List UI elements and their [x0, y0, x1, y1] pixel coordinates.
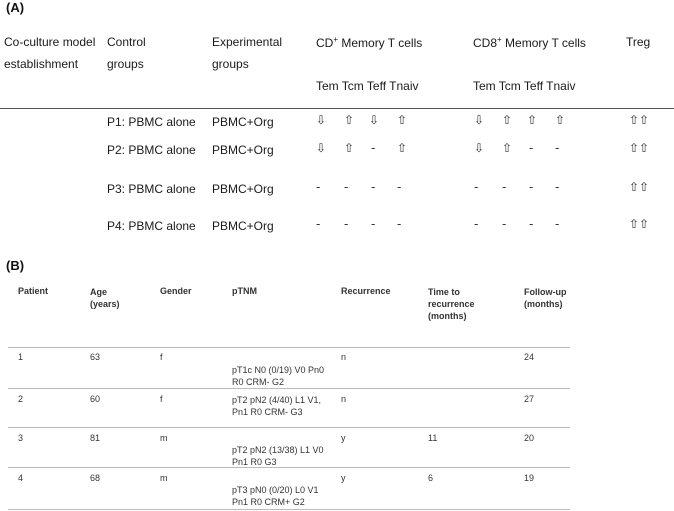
tb-row2-ptnm-line1: pT2 pN2 (4/40) L1 V1, — [232, 395, 322, 405]
header-cd4-subtypes: Tem Tcm Teff Tnaiv — [316, 79, 419, 93]
tb-row4-ptnm — [232, 484, 319, 508]
row4-cd4-tcm: - — [344, 217, 349, 231]
row3-cd8-tcm: - — [502, 180, 507, 194]
row3-cd8-tnaiv: - — [555, 180, 560, 194]
row1-treg: ⇧⇧ — [629, 113, 650, 127]
row1-control: P1: PBMC alone — [107, 115, 196, 129]
th-time-line1: Time to — [428, 287, 460, 297]
tb-row3-recurrence: y — [341, 433, 346, 443]
row2-cd8-tem: ⇩ — [474, 141, 485, 155]
header-model-line1: Co-culture model — [4, 35, 96, 49]
tb-row1-ptnm-line1: pT1c N0 (0/19) V0 Pn0 — [232, 365, 325, 375]
table-b-rule-5 — [8, 509, 570, 510]
tb-row4-patient: 4 — [18, 473, 24, 483]
row3-treg: ⇧⇧ — [629, 180, 650, 194]
tb-row1-recurrence: n — [341, 352, 347, 362]
tb-row4-gender: m — [160, 473, 168, 483]
row4-cd8-teff: - — [529, 217, 534, 231]
row3-cd4-tcm: - — [344, 180, 349, 194]
th-ptnm: pTNM — [232, 286, 257, 296]
row1-cd8-tem: ⇩ — [474, 113, 485, 127]
tb-row4-followup: 19 — [524, 473, 535, 483]
row3-cd4-tem: - — [316, 180, 321, 194]
th-followup-line2: (months) — [524, 299, 563, 309]
tb-row4-ptnm-line2: Pn1 R0 CRM+ G2 — [232, 497, 305, 507]
header-cd4-prefix: CD — [316, 36, 334, 50]
table-b-rule-2 — [8, 388, 570, 389]
row1-cd4-tnaiv: ⇧ — [397, 113, 408, 127]
row3-experimental: PBMC+Org — [212, 182, 274, 196]
tb-row3-ptnm — [232, 444, 324, 468]
table-b-rule-3 — [8, 427, 570, 428]
tb-row2-followup: 27 — [524, 394, 535, 404]
row4-cd4-tem: - — [316, 217, 321, 231]
tb-row4-age: 68 — [90, 473, 101, 483]
table-b-rule-4 — [8, 467, 570, 468]
row1-experimental: PBMC+Org — [212, 115, 274, 129]
header-model-line2: establishment — [4, 57, 79, 71]
row2-experimental: PBMC+Org — [212, 143, 274, 157]
th-age — [90, 286, 120, 310]
panel-a-label: (A) — [6, 0, 25, 15]
row4-cd8-tnaiv: - — [555, 217, 560, 231]
header-treg: Treg — [626, 35, 651, 49]
tb-row3-ptnm-line1: pT2 pN2 (13/38) L1 V0 — [232, 445, 324, 455]
tb-row3-patient: 3 — [18, 433, 24, 443]
row1-cd4-teff: ⇩ — [369, 113, 380, 127]
header-cd8-sup: + — [497, 35, 502, 44]
header-cd8-memory — [473, 35, 586, 50]
th-time-line2: recurrence — [428, 299, 475, 309]
header-cd8-prefix: CD8 — [473, 36, 498, 50]
th-patient: Patient — [18, 286, 49, 296]
row4-treg: ⇧⇧ — [629, 217, 650, 231]
row4-cd8-tcm: - — [502, 217, 507, 231]
th-age-line2: (years) — [90, 299, 120, 309]
row1-cd8-tcm: ⇧ — [502, 113, 513, 127]
row1-cd4-tcm: ⇧ — [344, 113, 355, 127]
header-cd8-suffix: Memory T cells — [501, 36, 586, 50]
row2-cd8-tcm: ⇧ — [502, 141, 513, 155]
tb-row3-gender: m — [160, 433, 168, 443]
th-followup — [524, 286, 567, 310]
tb-row3-age: 81 — [90, 433, 101, 443]
header-cd4-sup: + — [333, 35, 339, 44]
row2-cd4-tem: ⇩ — [316, 141, 327, 155]
tb-row1-followup: 24 — [524, 352, 535, 362]
tb-row4-time: 6 — [428, 473, 434, 483]
tb-row2-ptnm — [232, 394, 321, 418]
tb-row1-age: 63 — [90, 352, 101, 362]
row2-cd4-tnaiv: ⇧ — [397, 141, 408, 155]
header-cd8-subtypes: Tem Tcm Teff Tnaiv — [473, 79, 576, 93]
row4-control: P4: PBMC alone — [107, 219, 196, 233]
row2-treg: ⇧⇧ — [629, 141, 650, 155]
header-experimental-line2: groups — [212, 57, 249, 71]
row2-cd8-teff: - — [529, 141, 534, 155]
th-age-line1: Age — [90, 287, 108, 297]
header-control-line2: groups — [107, 57, 144, 71]
row3-cd8-tem: - — [474, 180, 479, 194]
row4-experimental: PBMC+Org — [212, 219, 274, 233]
tb-row1-patient: 1 — [18, 352, 24, 362]
tb-row3-time: 11 — [428, 433, 438, 443]
row3-cd8-teff: - — [529, 180, 534, 194]
tb-row2-ptnm-line2: Pn1 R0 CRM- G3 — [232, 407, 303, 417]
row2-control: P2: PBMC alone — [107, 143, 196, 157]
row4-cd8-tem: - — [474, 217, 479, 231]
th-recurrence: Recurrence — [341, 286, 391, 296]
panel-a-header-rule — [0, 108, 674, 109]
panel-b-label: (B) — [6, 258, 25, 273]
header-cd4-suffix: Memory T cells — [338, 36, 423, 50]
tb-row4-recurrence: y — [341, 473, 346, 483]
header-experimental-line1: Experimental — [212, 35, 283, 49]
tb-row2-patient: 2 — [18, 394, 24, 404]
row2-cd4-teff: - — [371, 141, 376, 155]
th-time-line3: (months) — [428, 311, 467, 321]
row3-cd4-tnaiv: - — [397, 180, 402, 194]
tb-row2-age: 60 — [90, 394, 101, 404]
th-gender: Gender — [160, 286, 192, 296]
row2-cd8-tnaiv: - — [555, 141, 560, 155]
tb-row1-ptnm-line2: R0 CRM- G2 — [232, 377, 285, 387]
header-control-line1: Control — [107, 35, 146, 49]
tb-row1-gender: f — [160, 352, 163, 362]
tb-row3-followup: 20 — [524, 433, 535, 443]
th-time — [428, 286, 475, 322]
tb-row2-recurrence: n — [341, 394, 347, 404]
tb-row1-ptnm — [232, 364, 324, 388]
row1-cd8-teff: ⇧ — [527, 113, 538, 127]
row2-cd4-tcm: ⇧ — [344, 141, 355, 155]
tb-row2-gender: f — [160, 394, 163, 404]
row3-control: P3: PBMC alone — [107, 182, 196, 196]
row3-cd4-teff: - — [371, 180, 376, 194]
row1-cd8-tnaiv: ⇧ — [555, 113, 566, 127]
row4-cd4-teff: - — [371, 217, 376, 231]
row1-cd4-tem: ⇩ — [316, 113, 327, 127]
row4-cd4-tnaiv: - — [397, 217, 402, 231]
table-b-rule-1 — [8, 347, 570, 348]
tb-row4-ptnm-line1: pT3 pN0 (0/20) L0 V1 — [232, 485, 319, 495]
tb-row3-ptnm-line2: Pn1 R0 G3 — [232, 457, 277, 467]
header-cd4-memory — [316, 35, 422, 50]
th-followup-line1: Follow-up — [524, 287, 567, 297]
